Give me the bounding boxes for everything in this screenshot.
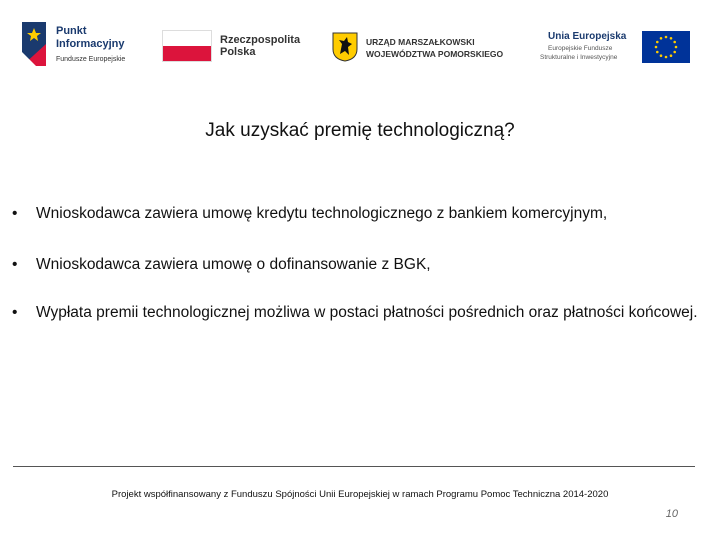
list-item (12, 302, 698, 324)
bullet-text: Wnioskodawca zawiera umowę o dofinansowanie z BGK, (36, 256, 431, 273)
poland-logo (162, 22, 312, 72)
slide-title: Jak uzyskać premię technologiczną? (205, 120, 515, 141)
eu-logo-line3: Strukturalne i Inwestycyjne (540, 54, 618, 61)
marshal-office-logo (332, 22, 522, 72)
pomeranian-griffin-crest-icon (332, 32, 358, 62)
eu-logo-line2: Europejskie Fundusze (548, 45, 613, 52)
poland-logo-line1: Rzeczpospolita (220, 34, 301, 46)
marshal-logo-line1: URZĄD MARSZAŁKOWSKI (366, 37, 475, 47)
bullet-text: Wypłata premii technologicznej możliwa w postaci płatności pośrednich oraz płatności końcowej. (36, 304, 698, 321)
bullet-marker: • (12, 304, 18, 321)
funds-europe-logo (22, 22, 162, 72)
eu-flag-icon (642, 31, 690, 63)
bullet-marker: • (12, 205, 18, 222)
list-item (12, 203, 607, 225)
eu-logo (536, 22, 696, 72)
funds-logo-line3: Fundusze Europejskie (56, 56, 126, 63)
page-number: 10 (665, 508, 678, 520)
funds-logo-line2: Informacyjny (56, 38, 125, 50)
poland-logo-line2: Polska (220, 46, 256, 58)
marshal-logo-line2: WOJEWÓDZTWA POMORSKIEGO (366, 49, 504, 59)
logo-bar (0, 0, 720, 90)
poland-flag-icon (162, 30, 212, 62)
bullet-marker: • (12, 256, 18, 273)
funds-europe-emblem-icon (22, 22, 46, 66)
footer-text: Projekt współfinansowany z Funduszu Spójności Unii Europejskiej w ramach Programu Pomoc Techniczna 2014-2020 (111, 489, 609, 500)
funds-logo-line1: Punkt (56, 25, 87, 37)
eu-logo-line1: Unia Europejska (548, 31, 627, 42)
bullet-text: Wnioskodawca zawiera umowę kredytu technologicznego z bankiem komercyjnym, (36, 205, 608, 222)
list-item (12, 254, 431, 276)
footer-divider (13, 466, 695, 467)
